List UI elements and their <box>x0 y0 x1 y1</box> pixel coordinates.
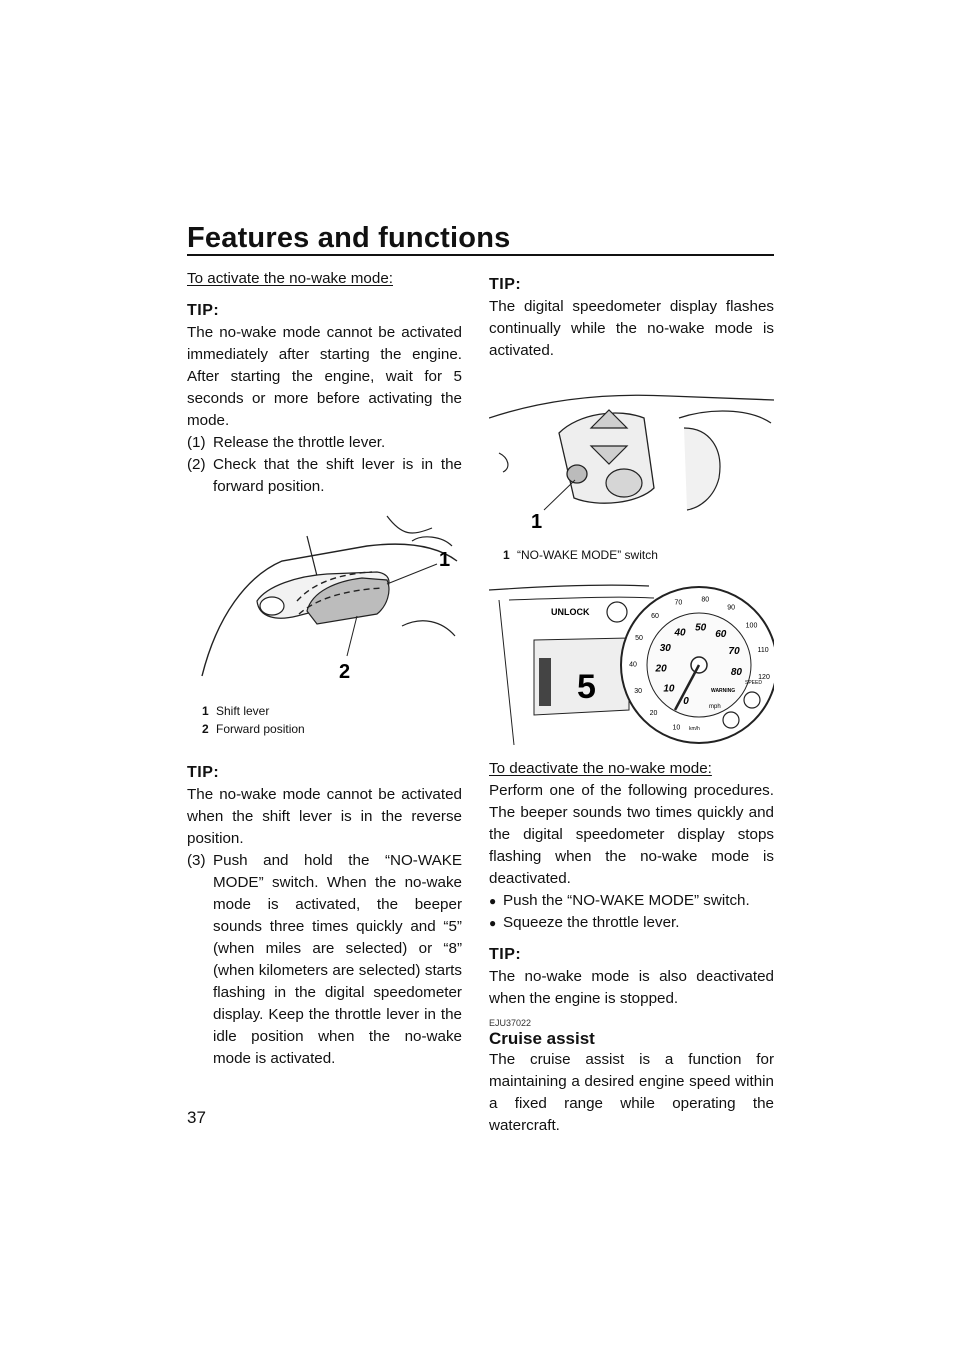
speedometer-illustration <box>489 580 774 750</box>
tick-label: 10 <box>672 724 681 732</box>
tip-label: TIP: <box>187 764 220 781</box>
figure-callout: 1 <box>439 549 451 571</box>
step-number: (3) <box>187 852 206 869</box>
caption-text: “NO-WAKE MODE” switch <box>517 548 658 562</box>
deactivate-text: Perform one of the following procedures. The beeper sounds two times quickly and the digital speedometer display stops flashing when the no-wake mode is deactivated. <box>489 782 774 887</box>
tick-label: 30 <box>659 642 671 654</box>
section-title: Cruise assist <box>489 1029 595 1048</box>
tip-text: The digital speedometer display flashes continually while the no-wake mode is activated. <box>489 298 774 359</box>
tick-label: 70 <box>728 645 740 657</box>
tick-label: 70 <box>674 599 683 607</box>
section-text: The cruise assist is a function for maintaining a desired engine speed within a fixed range while operating the watercraft. <box>489 1051 774 1134</box>
page-number: 37 <box>187 1108 206 1127</box>
header-divider <box>187 254 774 256</box>
step-text: Release the throttle lever. <box>213 434 386 451</box>
step-number: (2) <box>187 456 206 473</box>
step-text: Check that the shift lever is in the forward position. <box>213 456 462 495</box>
display-digit: 5 <box>577 668 596 706</box>
tick-label: 80 <box>730 666 742 678</box>
tick-label: 20 <box>649 710 658 718</box>
caption-number: 2 <box>202 722 209 736</box>
tip-label: TIP: <box>489 946 522 963</box>
left-column <box>187 268 462 1070</box>
shift-lever-illustration <box>187 506 462 696</box>
tick-label: 10 <box>663 683 675 695</box>
right-column <box>489 268 774 1137</box>
caption-text: Forward position <box>216 722 305 736</box>
unlock-label: UNLOCK <box>551 607 590 617</box>
tick-label: 30 <box>634 687 642 695</box>
handlebar-switch-illustration <box>489 388 774 538</box>
step-1 <box>187 432 462 454</box>
figure-caption <box>202 720 462 738</box>
tip-text: The no-wake mode cannot be activated when the shift lever is in the reverse position. <box>187 786 462 847</box>
step-text: Push and hold the “NO-WAKE MODE” switch. When the no-wake mode is activated, the beeper sounds three times quickly and “5” (when miles are selected) or “8” (when kilometers are selected) starts flashing in the digital speedometer display. Keep the throttle lever in the idle position when the no-wake mode is activated. <box>213 852 462 1067</box>
step-number: (1) <box>187 434 206 451</box>
figure-callout: 1 <box>531 511 543 533</box>
caption-number: 1 <box>503 548 510 562</box>
tick-label: 50 <box>635 634 643 642</box>
tick-label: 60 <box>651 613 659 621</box>
step-3 <box>187 850 462 1070</box>
display-bar-graph <box>539 658 551 706</box>
tick-label: 90 <box>727 604 735 612</box>
list-item <box>489 890 774 912</box>
tick-label: 110 <box>757 646 769 654</box>
tip-text: The no-wake mode is also deactivated when the engine is stopped. <box>489 968 774 1007</box>
tick-label: 80 <box>701 596 710 604</box>
tick-label: 0 <box>683 696 689 707</box>
bullet-icon: ● <box>489 894 497 908</box>
tip-text: The no-wake mode cannot be activated immediately after starting the engine. After starting the engine, wait for 5 seconds or more before activating the mode. <box>187 324 462 429</box>
shift-lever-figure <box>187 506 462 752</box>
caption-text: Shift lever <box>216 704 270 718</box>
tick-label: 40 <box>629 661 637 669</box>
tip-label: TIP: <box>187 302 220 319</box>
tip-label: TIP: <box>489 276 522 293</box>
speedometer-figure <box>489 580 774 752</box>
section-code: EJU37022 <box>489 1018 532 1028</box>
bullet-icon: ● <box>489 916 497 930</box>
caption-number: 1 <box>202 704 209 718</box>
activate-heading: To activate the no-wake mode: <box>187 270 393 287</box>
mph-label: mph <box>709 704 721 710</box>
tick-label: 120 <box>758 673 770 681</box>
tick-label: 40 <box>674 627 686 639</box>
tick-label: 60 <box>715 629 727 641</box>
bullet-text: Squeeze the throttle lever. <box>503 914 680 931</box>
kmh-label: km/h <box>689 726 700 732</box>
step-2 <box>187 454 462 498</box>
figure-caption <box>503 546 774 564</box>
list-item <box>489 912 774 934</box>
page-title: Features and functions <box>187 222 511 254</box>
figure-callout: 2 <box>339 661 351 683</box>
warning-label: WARNING <box>711 688 736 694</box>
tick-label: 100 <box>745 622 758 630</box>
tick-label: 20 <box>655 663 667 675</box>
bullet-text: Push the “NO-WAKE MODE” switch. <box>503 892 750 909</box>
tick-label: 50 <box>695 622 707 634</box>
figure-caption <box>202 702 462 720</box>
deactivate-heading: To deactivate the no-wake mode: <box>489 760 712 777</box>
no-wake-switch-figure <box>489 388 774 566</box>
speed-label: SPEED <box>745 680 762 686</box>
